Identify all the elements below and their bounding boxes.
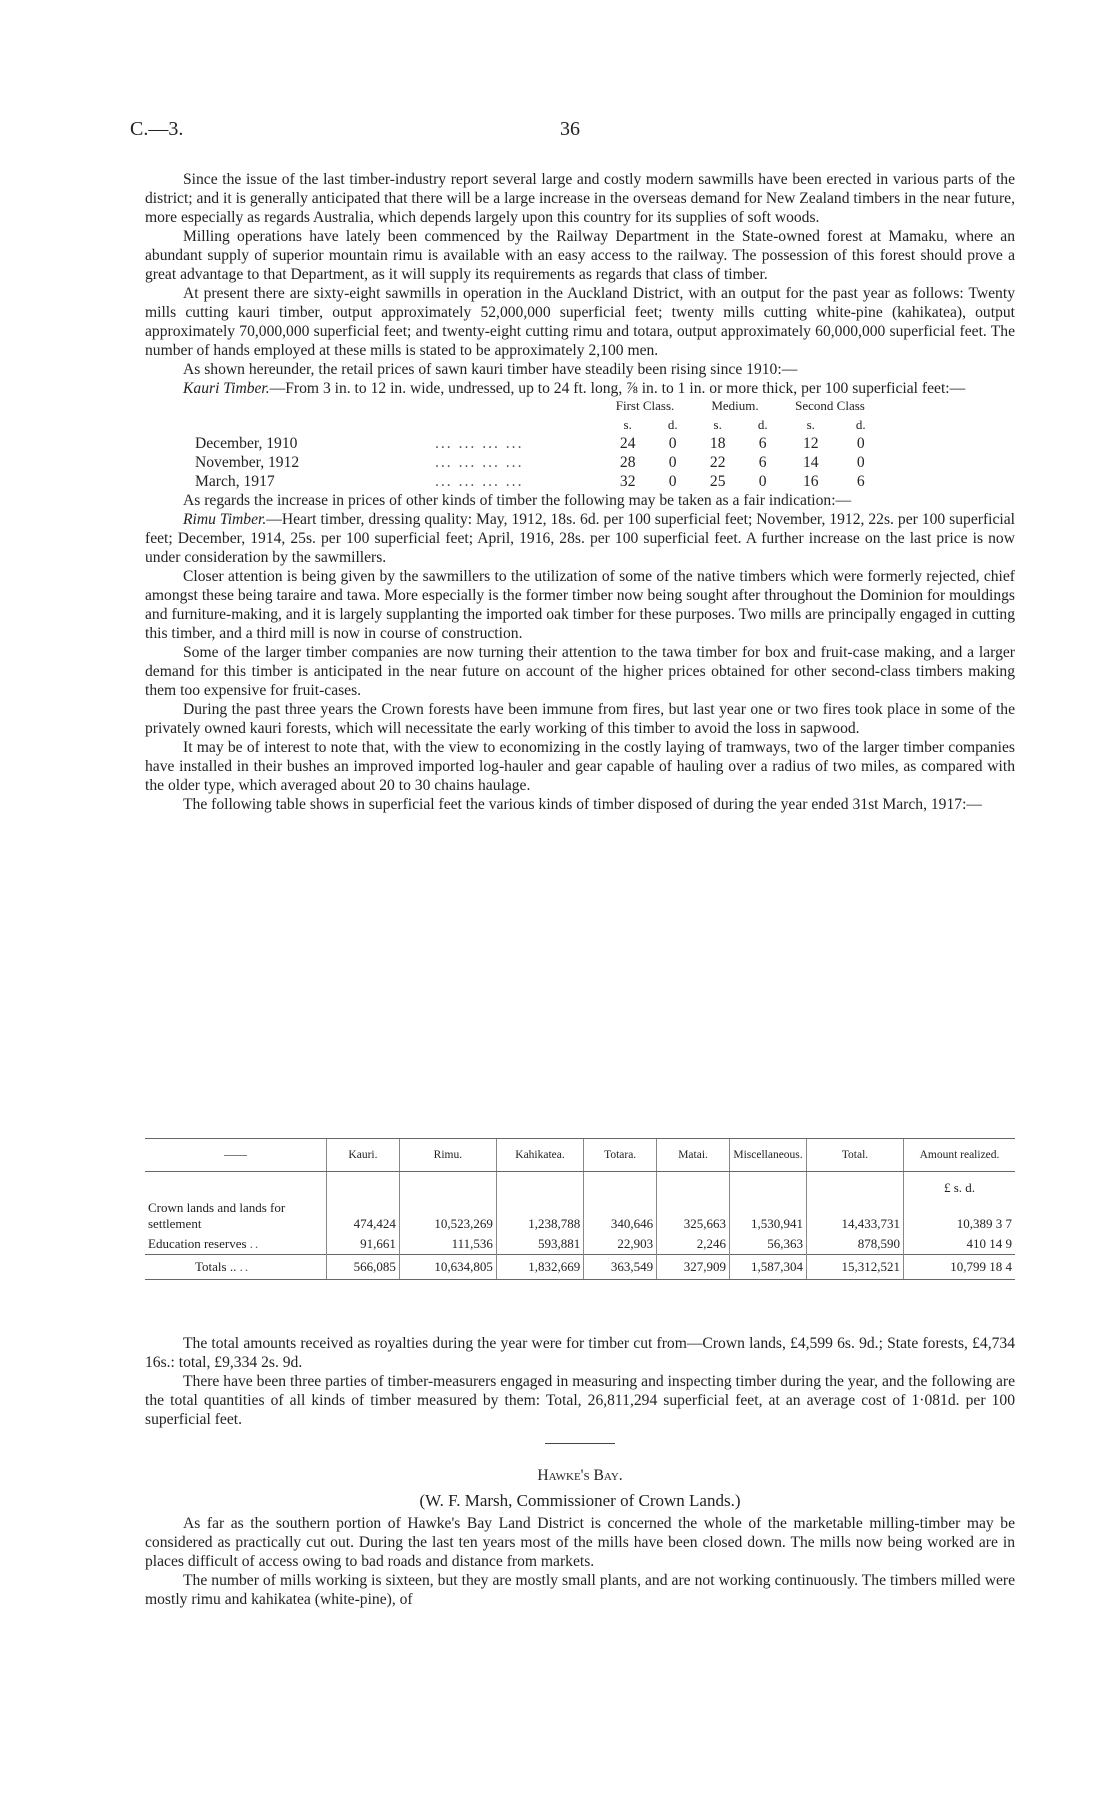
- price-date: March, 1917: [195, 473, 275, 490]
- cell: 22,903: [584, 1234, 657, 1255]
- unit-s: s.: [623, 417, 632, 432]
- table-header-matai: Matai.: [657, 1139, 730, 1172]
- section-subheading: (W. F. Marsh, Commissioner of Crown Lands.): [419, 1491, 741, 1510]
- paragraph: Since the issue of the last timber-industry report several large and costly modern sawmills have been erected in various parts of the district; and it is generally anticipated that there will be a large increase in the overseas demand for New Zealand timbers in the near future, more especially as regards Australia, which depends largely upon this country for its supplies of soft woods.: [145, 171, 1015, 226]
- paragraph: Closer attention is being given by the sawmillers to the utilization of some of the native timbers which were formerly rejected, chief amongst these being taraire and tawa. More especially is the former timber now being sought after throughout the Dominion for mouldings and furniture-making, and it is largely supplanting the imported oak timber for these purposes. Two mills are principally engaged in cutting this timber, and a third mill is now in course of construction.: [145, 568, 1015, 642]
- price-value: 16: [802, 473, 819, 490]
- paragraph: The number of mills working is sixteen, but they are mostly small plants, and are not working continuously. The timbers milled were mostly rimu and kahikatea (white-pine), of: [145, 1572, 1015, 1608]
- cell: 1,238,788: [496, 1198, 583, 1234]
- price-value: 0: [856, 435, 865, 452]
- paragraph: As shown hereunder, the retail prices of sawn kauri timber have steadily been rising since 1910:—: [183, 361, 798, 378]
- table-header-miscellaneous: Miscellaneous.: [730, 1139, 807, 1172]
- table-header-total: Total.: [807, 1139, 904, 1172]
- price-row: [195, 434, 880, 453]
- price-value: 18: [709, 435, 726, 452]
- paragraph: At present there are sixty-eight sawmills in operation in the Auckland District, with an output for the past year as follows: Twenty mills cutting kauri timber, output approximately 52,000,000 superficial feet; twenty mills cutting white-pine (kahikatea), output approximately 70,000,000 superficial feet; and twenty-eight cutting rimu and totara, output approximately 60,000,000 superficial feet. The number of hands employed at these mills is stated to be approximately 2,100 men.: [145, 285, 1015, 359]
- price-value: 12: [802, 435, 819, 452]
- cell: 15,312,521: [807, 1255, 904, 1280]
- unit-s: s.: [713, 417, 722, 432]
- timber-table-wrap: [145, 1138, 1015, 1280]
- price-date: December, 1910: [195, 435, 298, 452]
- table-header-kahikatea: Kahikatea.: [496, 1139, 583, 1172]
- row-label: [145, 1234, 327, 1255]
- cell: 566,085: [327, 1255, 400, 1280]
- paragraph: Milling operations have lately been commenced by the Railway Department in the State-owned forest at Mamaku, where an abundant supply of superior mountain rimu is available with an easy access to the railway. The possession of this forest should prove a great advantage to that Department, as it will supply its requirements as regards that class of timber.: [145, 228, 1015, 283]
- leader-dots: ... ... ... ...: [435, 454, 524, 471]
- price-value: 14: [802, 454, 819, 471]
- money-units: £ s. d.: [904, 1172, 1016, 1199]
- timber-disposal-table: [145, 1138, 1015, 1280]
- price-value: 0: [668, 473, 677, 490]
- cell: 1,530,941: [730, 1198, 807, 1234]
- cell: 2,246: [657, 1234, 730, 1255]
- cell: 10,634,805: [399, 1255, 496, 1280]
- price-row: [195, 453, 880, 472]
- table-header-blank: ——: [145, 1139, 327, 1172]
- price-value: 6: [758, 454, 767, 471]
- paragraph: As far as the southern portion of Hawke's Bay Land District is concerned the whole of the marketable milling-timber may be considered as practically cut out. During the last ten years most of the mills have been closed down. The mills now being worked are in places difficult of access owing to bad roads and distance from markets.: [145, 1515, 1015, 1570]
- units-row: [145, 1172, 1015, 1199]
- table-header-amount-realized: Amount realized.: [904, 1139, 1016, 1172]
- paragraph-kauri-timber: [145, 379, 1015, 398]
- price-row: [195, 472, 880, 491]
- price-value: 6: [856, 473, 865, 490]
- cell: 474,424: [327, 1198, 400, 1234]
- unit-d: d.: [757, 417, 768, 432]
- paragraph: During the past three years the Crown forests have been immune from fires, but last year one or two fires took place in some of the privately owned kauri forests, which will necessitate the early working of this timber to avoid the loss in sapwood.: [145, 701, 1015, 737]
- cell: 10,799 18 4: [904, 1255, 1016, 1280]
- price-value: 32: [619, 473, 636, 490]
- cell: 10,389 3 7: [904, 1198, 1016, 1234]
- cell: 56,363: [730, 1234, 807, 1255]
- cell: 1,587,304: [730, 1255, 807, 1280]
- paragraph: The following table shows in superficial feet the various kinds of timber disposed of during the year ended 31st March, 1917:—: [183, 796, 982, 813]
- cell: 410 14 9: [904, 1234, 1016, 1255]
- table-row: [145, 1198, 1015, 1234]
- paragraph: It may be of interest to note that, with the view to economizing in the costly laying of tramways, two of the larger timber companies have installed in their bushes an improved imported log-hauler and gear capable of hauling over a radius of two miles, as compared with the older type, which averaged about 20 to 30 chains haulage.: [145, 739, 1015, 794]
- price-value: 28: [619, 454, 636, 471]
- paragraph: There have been three parties of timber-measurers engaged in measuring and inspecting timber during the year, and the following are the total quantities of all kinds of timber measured by them: Total, 26,811,294 superficial feet, at an average cost of 1·081d. per 100 superficial feet.: [145, 1373, 1015, 1428]
- body-text-upper: [145, 170, 1015, 814]
- rimu-text: —Heart timber, dressing quality: May, 1912, 18s. 6d. per 100 superficial feet; November, 1912, 22s. per 100 superficial feet; December, 1914, 25s. per 100 superficial feet; April, 1916, 28s. per 100 superficial feet. A further increase on the last price is now under consideration by the sawmillers.: [145, 511, 1015, 566]
- paragraph: The total amounts received as royalties during the year were for timber cut from—Crown lands, £4,599 6s. 9d.; State forests, £4,734 16s.: total, £9,334 2s. 9d.: [145, 1335, 1015, 1371]
- leader-dots: ... ... ... ...: [435, 435, 524, 452]
- paragraph: Some of the larger timber companies are now turning their attention to the tawa timber for box and fruit-case making, and a larger demand for this timber is anticipated in the near future on account of the higher prices obtained for other second-class timbers making them too expensive for fruit-cases.: [145, 644, 1015, 699]
- unit-d: d.: [855, 417, 866, 432]
- rimu-title: Rimu Timber.: [183, 511, 267, 528]
- unit-s: s.: [806, 417, 815, 432]
- kauri-text: —From 3 in. to 12 in. wide, undressed, up to 24 ft. long, ⅞ in. to 1 in. or more thick, per 100 superficial feet:—: [269, 380, 966, 397]
- leader-dots: ..: [249, 1236, 261, 1251]
- kauri-price-table: [195, 396, 880, 491]
- paragraph: As regards the increase in prices of other kinds of timber the following may be taken as a fair indication:—: [183, 492, 852, 509]
- price-value: 25: [709, 473, 726, 490]
- cell: 593,881: [496, 1234, 583, 1255]
- price-value: 0: [668, 435, 677, 452]
- row-label: Crown lands and lands for settlement: [148, 1200, 286, 1231]
- page-number: 36: [560, 118, 580, 140]
- cell: 340,646: [584, 1198, 657, 1234]
- cell: 1,832,669: [496, 1255, 583, 1280]
- unit-d: d.: [667, 417, 678, 432]
- cell: 10,523,269: [399, 1198, 496, 1234]
- report-reference: C.—3.: [130, 118, 184, 140]
- paragraph-rimu-timber: [145, 510, 1015, 567]
- price-header-medium: Medium.: [711, 398, 759, 413]
- section-heading: Hawke's Bay.: [537, 1467, 623, 1484]
- cell: 91,661: [327, 1234, 400, 1255]
- price-header-second-class: Second Class: [795, 398, 865, 413]
- cell: 327,909: [657, 1255, 730, 1280]
- leader-dots: ... ... ... ...: [435, 473, 524, 490]
- totals-row: [145, 1255, 1015, 1280]
- table-header-row: [145, 1139, 1015, 1172]
- price-value: 24: [619, 435, 636, 452]
- table-header-rimu: Rimu.: [399, 1139, 496, 1172]
- cell: 878,590: [807, 1234, 904, 1255]
- section-divider: [545, 1443, 615, 1444]
- body-text-lower: [145, 1334, 1015, 1609]
- price-value: 0: [856, 454, 865, 471]
- totals-label: Totals ..: [195, 1259, 237, 1274]
- table-header-totara: Totara.: [584, 1139, 657, 1172]
- kauri-title: Kauri Timber.: [183, 380, 270, 397]
- cell: 363,549: [584, 1255, 657, 1280]
- cell: 111,536: [399, 1234, 496, 1255]
- table-row: [145, 1234, 1015, 1255]
- price-value: 0: [668, 454, 677, 471]
- cell: 14,433,731: [807, 1198, 904, 1234]
- cell: 325,663: [657, 1198, 730, 1234]
- row-label: [145, 1255, 327, 1280]
- price-header-first-class: First Class.: [615, 398, 675, 413]
- price-value: 22: [709, 454, 726, 471]
- table-header-kauri: Kauri.: [327, 1139, 400, 1172]
- price-value: 0: [758, 473, 767, 490]
- price-value: 6: [758, 435, 767, 452]
- price-date: November, 1912: [195, 454, 300, 471]
- leader-dots: ..: [239, 1259, 251, 1274]
- row-label-text: Education reserves: [148, 1236, 247, 1251]
